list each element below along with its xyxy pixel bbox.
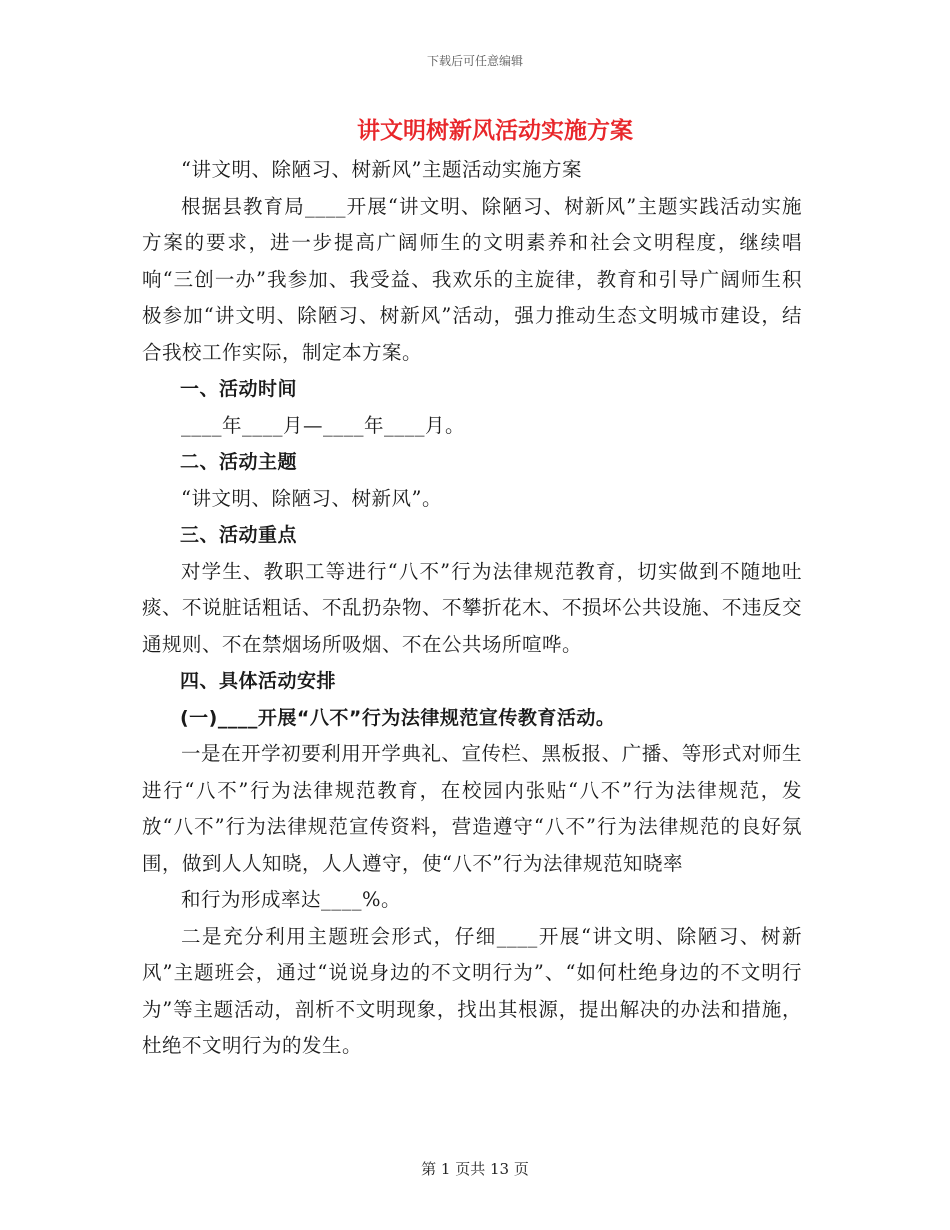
section-heading-arrangement: 四、具体活动安排 (180, 670, 337, 692)
section-heading-focus: 三、活动重点 (180, 524, 298, 546)
theme-paragraph: “讲文明、除陋习、树新风”。 (181, 486, 442, 510)
focus-paragraph: 对学生、教职工等进行“八不”行为法律规范教育，切实做到不随地吐痰、不说脏话粗话、不乱扔杂物、不攀折花木、不损坏公共设施、不违反交通规则、不在禁烟场所吸烟、不在公共场所喧哗。 (142, 559, 803, 656)
time-paragraph: ____年____月—____年____月。 (181, 413, 466, 437)
arrangement-paragraph-1-cont: 和行为形成率达____%。 (181, 888, 402, 911)
page-header-note: 下载后可任意编辑 (426, 54, 523, 68)
section-heading-time: 一、活动时间 (180, 378, 298, 400)
document-body (142, 152, 802, 1065)
page-number: 第 1 页共 13 页 (421, 1160, 529, 1178)
intro-paragraph: 根据县教育局____开展“讲文明、除陋习、树新风”主题实践活动实施方案的要求，进一步提高广阔师生的文明素养和社会文明程度，继续唱响“三创一办”我参加、我受益、我欢乐的主旋律，教育和引导广阔师生积极参加“讲文明、除陋习、树新风”活动，强力推动生态文明城市建设，结合我校工作实际，制定本方案。 (142, 194, 802, 364)
arrangement-paragraph-2: 二是充分利用主题班会形式，仔细____开展“讲文明、除陋习、树新风”主题班会，通过“说说身边的不文明行为”、“如何杜绝身边的不文明行为”等主题活动，剖析不文明现象，找出其根源，提出解决的办法和措施，杜绝不文明行为的发生。 (142, 924, 802, 1057)
section-heading-theme: 二、活动主题 (180, 451, 298, 473)
subtitle-paragraph: “讲文明、除陋习、树新风”主题活动实施方案 (181, 158, 582, 181)
subsection-heading-1: (一)____开展“八不”行为法律规范宣传教育活动。 (180, 706, 616, 729)
document-title: 讲文明树新风活动实施方案 (357, 117, 633, 144)
arrangement-paragraph-1: 一是在开学初要利用开学典礼、宣传栏、黑板报、广播、等形式对师生进行“八不”行为法律规范教育，在校园内张贴“八不”行为法律规范，发放“八不”行为法律规范宣传资料，营造遵守“八不”行为法律规范的良好氛围，做到人人知晓，人人遵守，使“八不”行为法律规范知晓率 (142, 742, 802, 875)
